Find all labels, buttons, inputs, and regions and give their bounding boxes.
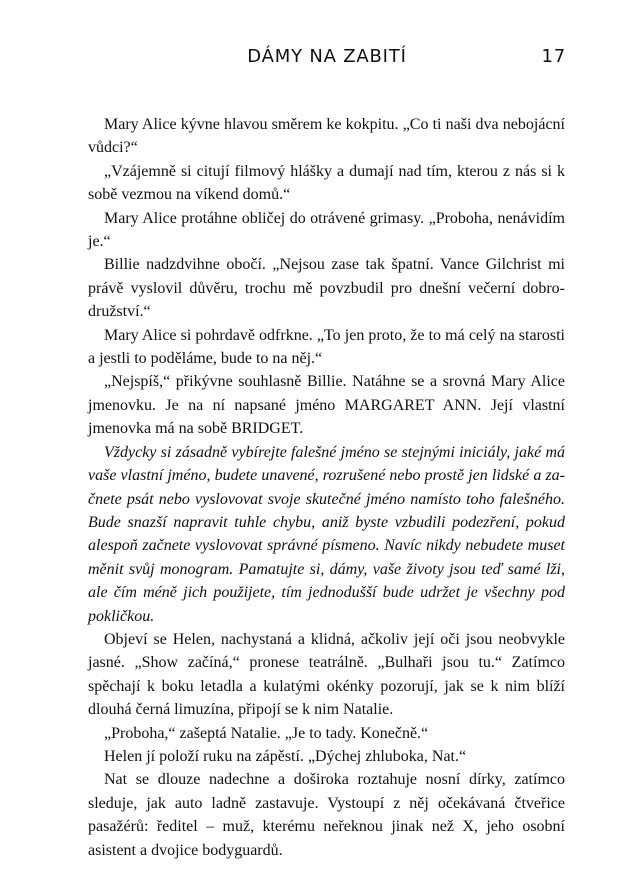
running-head (88, 46, 566, 70)
paragraph: Mary Alice protáhne obličej do otrávené grimasy. „Proboha, nenávidím je.“ (88, 209, 565, 251)
paragraph: „Vzájemně si citují filmový hlášky a dumají nad tím, kterou z nás si k sobě vezmou na víkend domů.“ (88, 162, 565, 204)
body-text (88, 113, 565, 862)
paragraph: Helen jí položí ruku na zápěstí. „Dýchej zhluboka, Nat.“ (104, 747, 467, 765)
page-number: 17 (541, 46, 566, 67)
paragraph: Nat se dlouze nadechne a doširoka roztahuje nosní dírky, zatímco sleduje, jak auto ladně zastavuje. Vystoupí z něj očekávaná čtveřice pasažérů: ředitel – muž, kterému neřeknou jinak než X, jeho osobní asistent a dvojice bodyguardů. (88, 771, 565, 859)
italic-advice-paragraph: Vždycky si zásadně vybírejte falešné jméno se stejnými iniciály, jaké má vaše vlastní jméno, budete unavené, rozrušené nebo prostě jen lidské a začnete psát nebo vyslovovat svoje skutečné jméno namísto toho falešného. Bude snazší napravit tuhle chybu, aniž byste vzbudili podezření, pokud alespoň začnete vyslovovat správné písmeno. Navíc nikdy nebudete muset měnit svůj monogram. Pamatujte si, dámy, vaše životy jsou teď samé lži, ale čím méně jich použijete, tím jednodušší bude udržet je všechny pod pokličkou. (88, 443, 565, 625)
paragraph: „Proboha,“ zašeptá Natalie. „Je to tady. Konečně.“ (104, 724, 429, 742)
running-title: DÁMY NA ZABITÍ (247, 46, 407, 67)
paragraph: Objeví se Helen, nachystaná a klidná, ačkoliv její oči jsou neobvykle jasné. „Show začíná,“ pronese teatrálně. „Bulhaři jsou tu.“ Zatímco spěchají k boku letadla a kulatými okénky pozorují, jak se k nim blíží dlouhá černá limuzína, připojí se k nim Natalie. (88, 630, 565, 719)
paragraph: Mary Alice si pohrdavě odfrkne. „To jen proto, že to má celý na starosti a jestli to poděláme, bude to na něj.“ (88, 326, 565, 368)
paragraph: Billie nadzdvihne obočí. „Nejsou zase tak špatní. Vance Gilchrist mi právě vyslovil důvěru, trochu mě povzbudil pro dnešní večerní dobrodružství.“ (88, 256, 565, 321)
paragraph: Mary Alice kývne hlavou směrem ke kokpitu. „Co ti naši dva nebojácní vůdci?“ (88, 116, 565, 157)
paragraph: „Nejspíš,“ přikývne souhlasně Billie. Natáhne se a srovná Mary Alice jmenovku. Je na ní napsané jméno MARGARET ANN. Její vlastní jmenovka má na sobě BRIDGET. (88, 373, 565, 438)
